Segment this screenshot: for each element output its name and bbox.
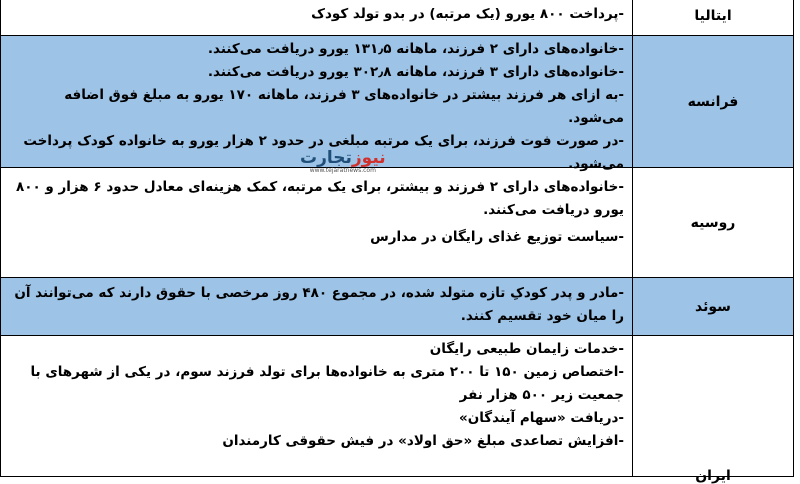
watermark-url: www.tejaratnews.com [309,167,376,174]
country-label: ایران [695,468,731,484]
country-cell: روسیه [632,168,793,277]
country-cell: فرانسه [632,36,793,167]
table-row-iran [0,336,794,484]
country-cell [632,336,793,484]
benefit-line: -در صورت فوت فرزند، برای یک مرتبه مبلغی در حدود ۲ هزار یورو به خانواده کودک پرداخت می‌شود. [23,133,624,172]
table-row-russia [0,168,794,278]
benefits-cell [1,336,632,476]
benefits-cell [1,168,632,277]
benefit-line: -سیاست توزیع غذای رایگان در مدارس [370,229,624,245]
table-row-sweden [0,278,794,336]
watermark-logo [300,150,386,174]
benefit-line: -افزایش تصاعدی مبلغ «حق اولاد» در فیش حقوقی کارمندان [222,433,624,449]
benefit-line: -پرداخت ۸۰۰ یورو (یک مرتبه) در بدو تولد کودک [311,6,624,22]
benefit-line: -دریافت «سهام آیندگان» [458,410,624,426]
table-row-italy [0,0,794,36]
country-cell: سوئد [632,278,793,335]
benefit-line: -به ازای هر فرزند بیشتر در خانواده‌های ۳ فرزند، ماهانه ۱۷۰ یورو به مبلغ فوق اضافه می‌شود. [64,87,624,126]
benefit-line: -خانواده‌های دارای ۳ فرزند، ماهانه ۳۰۲٫۸ یورو دریافت می‌کنند. [207,64,624,80]
benefit-line: -خدمات زایمان طبیعی رایگان [429,341,624,357]
benefits-cell [1,278,632,335]
benefit-line: -خانواده‌های دارای ۲ فرزند و بیشتر، برای یک مرتبه، کمک هزینه‌ای معادل حدود ۶ هزار و ۸۰۰ یورو دریافت می‌کنند. [15,179,624,218]
country-cell: ایتالیا [632,0,793,35]
benefit-line: -مادر و پدر کودکِ تازه متولد شده، در مجموع ۴۸۰ روز مرخصی با حقوق دارند که می‌توانند آن را میان خود تقسیم کنند. [14,285,624,324]
benefit-line: -اختصاص زمین ۱۵۰ تا ۲۰۰ متری به خانواده‌ها برای تولد فرزند سوم، در یکی از شهرهای با جمعیت زیر ۵۰۰ هزار نفر [30,364,624,403]
benefits-cell [1,0,632,35]
watermark-brand: نیوزتجارت [300,148,386,168]
benefit-line: -خانواده‌های دارای ۲ فرزند، ماهانه ۱۳۱٫۵ یورو دریافت می‌کنند. [207,41,624,57]
